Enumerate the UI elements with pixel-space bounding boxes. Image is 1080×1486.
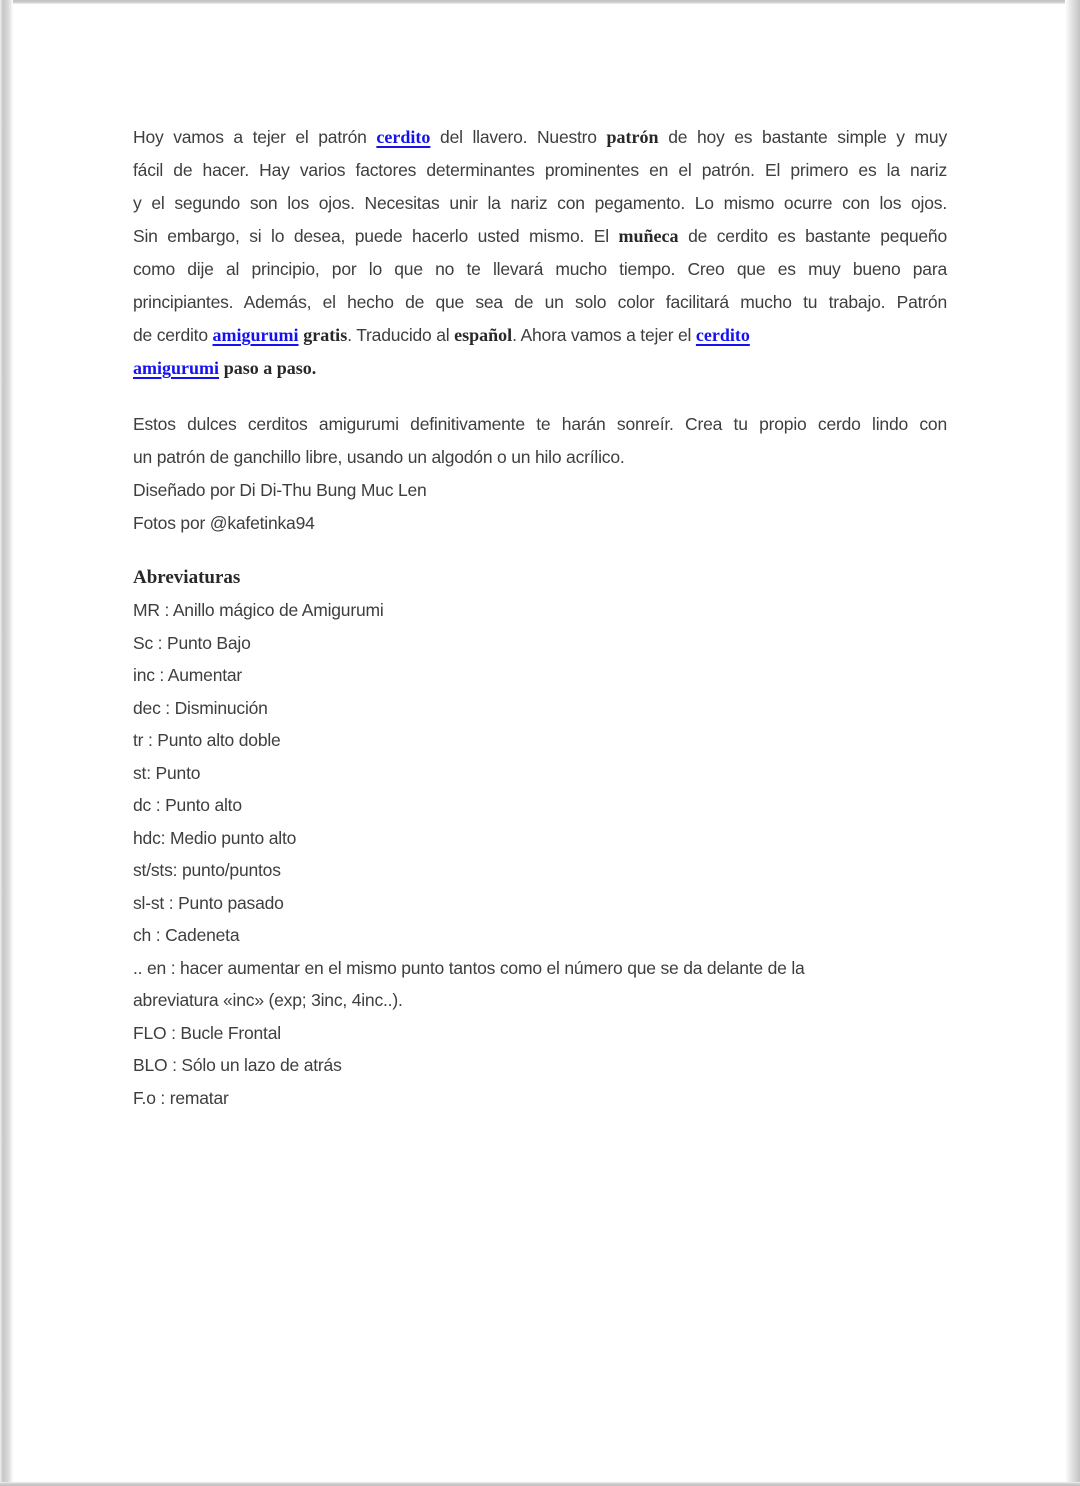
text-line [133,253,947,286]
document-page [133,121,947,1114]
text-span: como dije al principio, por lo que no te llevará mucho tiempo. Creo que es muy bueno para [133,259,947,279]
text-span: Hoy vamos a tejer el patrón [133,127,377,147]
text-span: fácil de hacer. Hay varios factores determinantes prominentes en el patrón. El primero es la nariz [133,160,947,180]
link-amigurumi[interactable]: amigurumi [133,358,220,378]
abbreviation-item: sl-st : Punto pasado [133,892,284,913]
page-edge-top [0,0,1080,4]
bold-text: gratis [303,325,348,345]
abbreviation-item: MR : Anillo mágico de Amigurumi [133,600,384,620]
bold-text: paso a paso. [223,358,317,378]
page-edge-left [0,0,13,1486]
text-span: un patrón de ganchillo libre, usando un algodón o un hilo acrílico. [133,447,625,467]
text-line [133,286,947,319]
abbreviations-heading: Abreviaturas [133,567,241,588]
abbreviation-item: st/sts: punto/puntos [133,860,281,880]
text-span: Sin embargo, si lo desea, puede hacerlo usted mismo. El [133,226,619,246]
text-span: de cerdito [133,325,213,345]
abbreviation-item: dc : Punto alto [133,795,242,815]
abbreviation-item: Sc : Punto Bajo [133,632,251,653]
text-span: y el segundo son los ojos. Necesitas unir la nariz con pegamento. Lo mismo ocurre con los ojos. [133,193,947,213]
text-line [133,121,947,154]
text-span: Fotos por @kafetinka94 [133,513,315,533]
text-line [133,507,947,540]
bold-text: muñeca [618,226,679,246]
page-edge-bottom [0,1482,1080,1486]
text-line [133,220,947,253]
text-span: principiantes. Además, el hecho de que sea de un solo color facilitará mucho tu trabajo. Patrón [133,292,947,312]
text-span: . Traducido al [347,325,455,345]
text-span: del llavero. Nuestro [430,127,607,147]
text-span: Estos dulces cerditos amigurumi definitivamente te harán sonreír. Crea tu propio cerdo lindo con [133,414,947,434]
text-span: Diseñado por Di Di-Thu Bung Muc Len [133,480,427,500]
text-span: . Ahora vamos a tejer el [512,325,696,345]
text-span: de hoy es bastante simple y muy [658,127,947,147]
abbreviation-item: dec : Disminución [133,697,268,718]
text-line [133,408,947,441]
bold-text: español [454,325,513,345]
text-span: de cerdito es bastante pequeño [678,226,947,246]
intro-paragraph [133,121,947,385]
link-amigurumi[interactable]: amigurumi [212,325,299,345]
abbreviation-item: .. en : hacer aumentar en el mismo punto tantos como el número que se da delante de la [133,957,805,978]
text-line [133,187,947,220]
text-line [133,154,947,187]
text-line [133,474,947,507]
page-edge-right [1065,0,1080,1486]
abbreviations-section [133,561,947,1114]
text-line [133,352,947,385]
link-cerdito[interactable]: cerdito [376,127,431,147]
abbreviation-item: inc : Aumentar [133,665,243,685]
bold-text: patrón [606,127,659,147]
abbreviation-item: FLO : Bucle Frontal [133,1022,281,1043]
abbreviations-list [133,594,947,1114]
description-paragraph [133,408,947,540]
text-line [133,441,947,474]
abbreviation-item: hdc: Medio punto alto [133,827,297,848]
abbreviation-item: tr : Punto alto doble [133,730,281,750]
abbreviation-item: st: Punto [133,762,201,783]
abbreviation-item: F.o : rematar [133,1087,229,1108]
abbreviation-item: BLO : Sólo un lazo de atrás [133,1055,342,1075]
abbreviation-item: ch : Cadeneta [133,925,240,945]
link-cerdito[interactable]: cerdito [695,325,750,345]
text-line [133,319,947,352]
abbreviation-item: abreviatura «inc» (exp; 3inc, 4inc..). [133,990,403,1010]
